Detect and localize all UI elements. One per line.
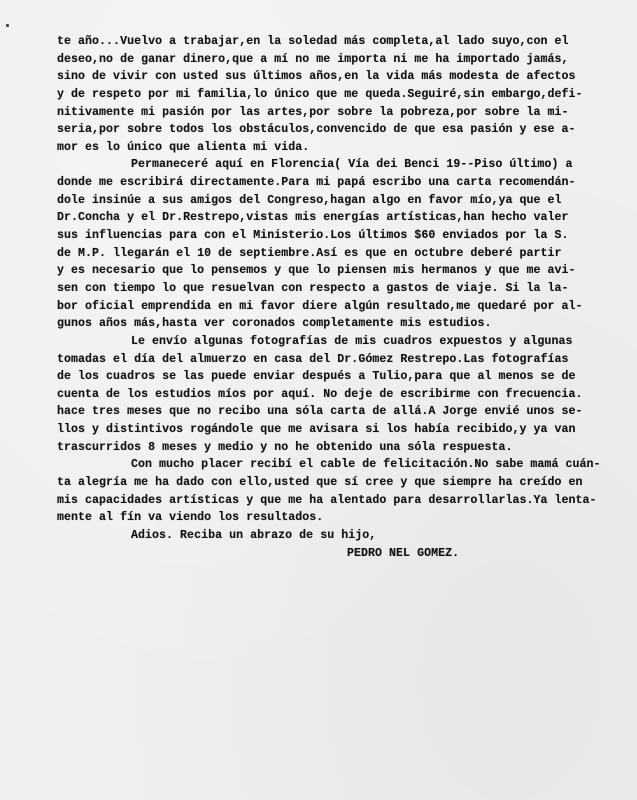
text-line: de los cuadros se las puede enviar después a Tulio,para que al menos se de: [57, 370, 576, 384]
text-line: mor es lo único que alienta mi vida.: [57, 140, 310, 154]
text-line: sen con tiempo lo que resuelvan con respecto a gastos de viaje. Si la la-: [57, 281, 569, 295]
paper-speck: [6, 24, 9, 27]
text-line: Le envío algunas fotografías de mis cuadros expuestos y algunas: [131, 334, 573, 348]
paragraph-4: [57, 456, 617, 527]
signature: PEDRO NEL GOMEZ.: [347, 546, 460, 560]
paragraph-2: [57, 156, 617, 332]
text-line: bor oficial emprendida en mi favor diere algún resultado,me quedaré por al-: [57, 299, 583, 313]
closing-salutation: Adios. Reciba un abrazo de su hijo,: [131, 528, 377, 542]
text-line: y es necesario que lo pensemos y que lo piensen mis hermanos y que me avi-: [57, 264, 576, 278]
text-line: y de respeto por mi familia,lo único que me queda.Seguiré,sin embargo,defi-: [57, 87, 583, 101]
paragraph-3: [57, 333, 617, 456]
text-line: gunos años más,hasta ver coronados completamente mis estudios.: [57, 317, 492, 331]
text-line: hace tres meses que no recibo una sóla carta de allá.A Jorge envié unos se-: [57, 405, 583, 419]
text-line: Permaneceré aquí en Florencia( Vía dei Benci 19--Piso último) a: [131, 158, 573, 172]
text-line: donde me escribirá directamente.Para mi papá escribo una carta recomendán-: [57, 176, 576, 190]
text-line: tomadas el día del almuerzo en casa del Dr.Gómez Restrepo.Las fotografías: [57, 352, 569, 366]
text-line: seria,por sobre todos los obstáculos,convencido de que esa pasión y ese a-: [57, 123, 576, 137]
text-line: ta alegría me ha dado con ello,usted que sí cree y que siempre ha creído en: [57, 476, 583, 490]
text-line: te año...Vuelvo a trabajar,en la soledad más completa,al lado suyo,con el: [57, 35, 569, 48]
text-line: mis capacidades artísticas y que me ha alentado para desarrollarlas.Ya lenta-: [57, 493, 597, 507]
text-line: Con mucho placer recibí el cable de felicitación.No sabe mamá cuán-: [131, 458, 601, 472]
text-line: mente al fín va viendo los resultados.: [57, 511, 324, 525]
text-line: dole insinúe a sus amigos del Congreso,hagan algo en favor mío,ya que el: [57, 193, 562, 207]
text-line: cuenta de los estudios míos por aquí. No deje de escribirme con frecuencia.: [57, 387, 583, 401]
text-line: trascurridos 8 meses y medio y no he obtenido una sóla respuesta.: [57, 440, 513, 454]
text-line: de M.P. llegarán el 10 de septiembre.Así es que en octubre deberé partir: [57, 246, 562, 260]
typewritten-letter: [57, 33, 617, 562]
text-line: sus influencias para con el Ministerio.Los últimos $60 enviados por la S.: [57, 229, 569, 243]
text-line: nitivamente mi pasión por las artes,por sobre la pobreza,por sobre la mi-: [57, 105, 569, 119]
text-line: sino de vivir con usted sus últimos años,en la vida más modesta de afectos: [57, 70, 576, 84]
text-line: llos y distintivos rogándole que me avisara si los había recibido,y ya van: [57, 423, 576, 437]
text-line: deseo,no de ganar dinero,que a mí no me importa ni me ha importado jamás,: [57, 52, 569, 66]
text-line: Dr.Concha y el Dr.Restrepo,vistas mis energías artísticas,han hecho valer: [57, 211, 569, 225]
paragraph-1: [57, 33, 617, 156]
